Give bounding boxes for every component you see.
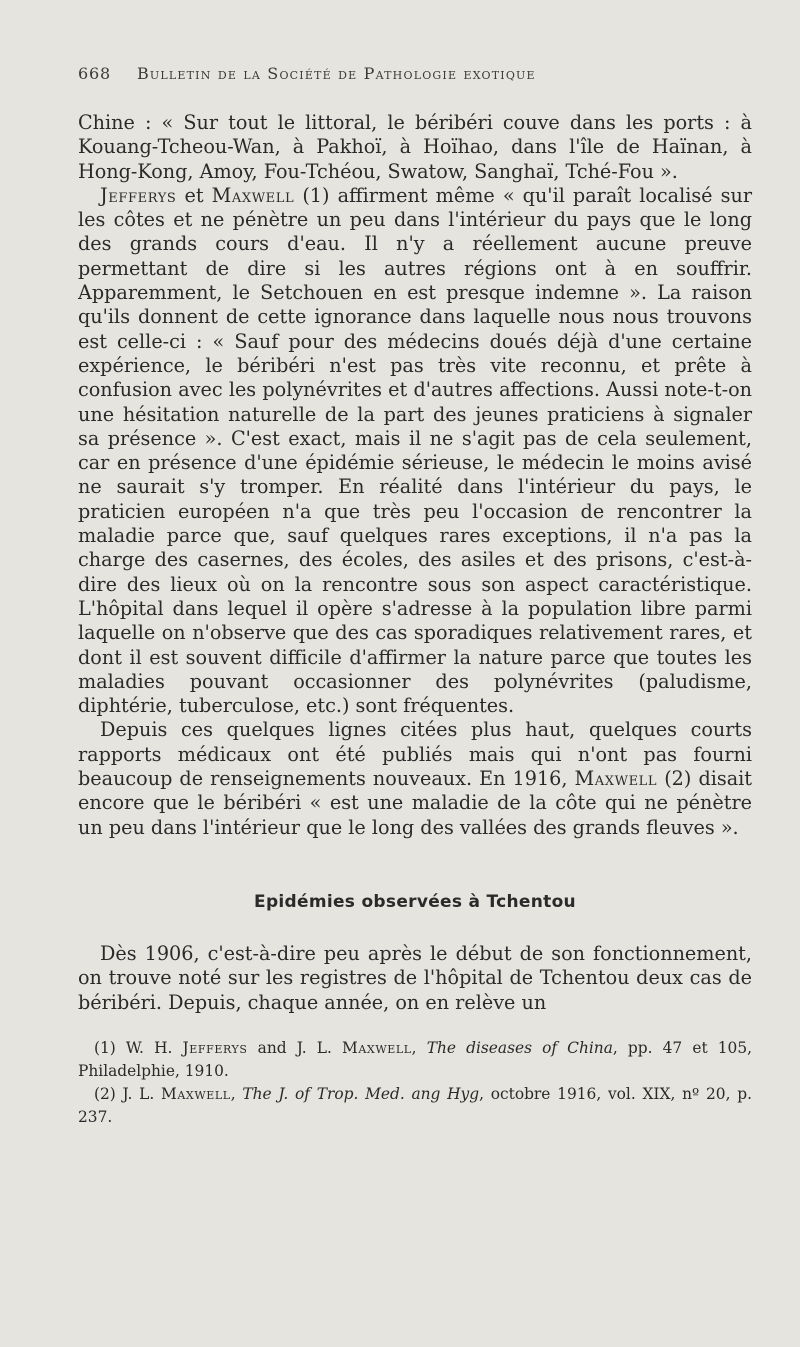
footnote-2-comma: , xyxy=(230,1084,243,1103)
footnote-2 xyxy=(78,1083,752,1129)
footnote-2-author: Maxwell xyxy=(161,1084,231,1103)
conjunction: et xyxy=(176,183,212,207)
footnote-1-title: The diseases of China xyxy=(426,1038,613,1057)
footnotes xyxy=(78,1037,752,1129)
footnote-1-mark: (1) W. H. xyxy=(94,1038,183,1057)
paragraph-2-text: (1) affirment même « qu'il paraît localisé sur les côtes et ne pénètre un peu dans l'intérieur du pays que le long des grands cours d'eau. Il n'y a réellement aucune preuve permettant de dire si les autres régions ont à en souffrir. Apparemment, le Setchouen en est presque indemne ». La raison qu'ils donnent de cette ignorance dans laquelle nous nous trouvons est celle-ci : « Sauf pour des médecins doués déjà d'une certaine expérience, le béribéri n'est pas très vite reconnu, et prête à confusion avec les polynévrites et d'autres affections. Aussi note-t-on une hésitation naturelle de la part des jeunes praticiens à signaler sa présence ». C'est exact, mais il ne s'agit pas de cela seulement, car en présence d'une épidémie sérieuse, le médecin le moins avisé ne saurait s'y tromper. En réalité dans l'intérieur du pays, le praticien européen n'a que très peu l'occasion de rencontrer la maladie parce que, sauf quelques rares exceptions, il n'a pas la charge des casernes, des écoles, des asiles et des prisons, c'est-à-dire des lieux où on la rencontre sous son aspect caractéristique. L'hôpital dans lequel il opère s'adresse à la population libre parmi laquelle on n'observe que des cas sporadiques relativement rares, et dont il est souvent difficile d'affirmer la nature parce que toutes les maladies pouvant occasionner des polynévrites (paludisme, diphtérie, tuberculose, etc.) sont fréquentes. xyxy=(78,183,752,718)
author-jefferys: Jefferys xyxy=(100,183,177,207)
footnote-2-mark: (2) J. L. xyxy=(94,1084,162,1103)
paragraph-4: Dès 1906, c'est-à-dire peu après le début de son fonctionnement, on trouve noté sur les registres de l'hôpital de Tchentou deux cas de béribéri. Depuis, chaque année, on en relève un xyxy=(78,941,752,1014)
paragraph-3-after: (2) disait encore que le béribéri « est une maladie de la côte qui ne pénètre un peu dans l'intérieur que le long des vallées des grands fleuves ». xyxy=(78,767,752,839)
footnote-2-title: The J. of Trop. Med. ang Hyg xyxy=(242,1084,480,1103)
author-maxwell-2: Maxwell xyxy=(574,767,658,791)
footnote-1-author-2: Maxwell xyxy=(341,1038,412,1057)
page-number: 668 xyxy=(78,64,111,83)
footnote-1 xyxy=(78,1037,752,1083)
section-heading: Epidémies observées à Tchentou xyxy=(254,891,576,912)
running-title: Bulletin de la Société de Pathologie exotique xyxy=(136,64,536,83)
footnote-1-comma: , xyxy=(411,1038,427,1057)
footnote-1-rest: , pp. 47 et 105, Philadelphie, 1910. xyxy=(78,1038,753,1080)
paragraph-2 xyxy=(78,184,752,719)
footnote-1-and: and J. L. xyxy=(247,1038,342,1057)
author-maxwell: Maxwell xyxy=(211,183,295,207)
page-header xyxy=(78,64,752,83)
paragraph-1: Chine : « Sur tout le littoral, le béribéri couve dans les ports : à Kouang-Tcheou-Wan, à Pakhoï, à Hoïhao, dans l'île de Haïnan, à Hong-Kong, Amoy, Fou-Tchéou, Swatow, Sanghaï, Tché-Fou ». xyxy=(78,111,752,183)
paragraph-3-before: Depuis ces quelques lignes citées plus haut, quelques courts rapports médicaux ont été publiés mais qui n'ont pas fourni beaucoup de renseignements nouveaux. En 1916, xyxy=(78,718,752,791)
footnote-1-author-1: Jefferys xyxy=(182,1038,248,1057)
body-text xyxy=(78,111,752,1015)
footnote-2-rest: , octobre 1916, vol. XIX, nº 20, p. 237. xyxy=(78,1084,752,1126)
paragraph-3 xyxy=(78,718,752,839)
